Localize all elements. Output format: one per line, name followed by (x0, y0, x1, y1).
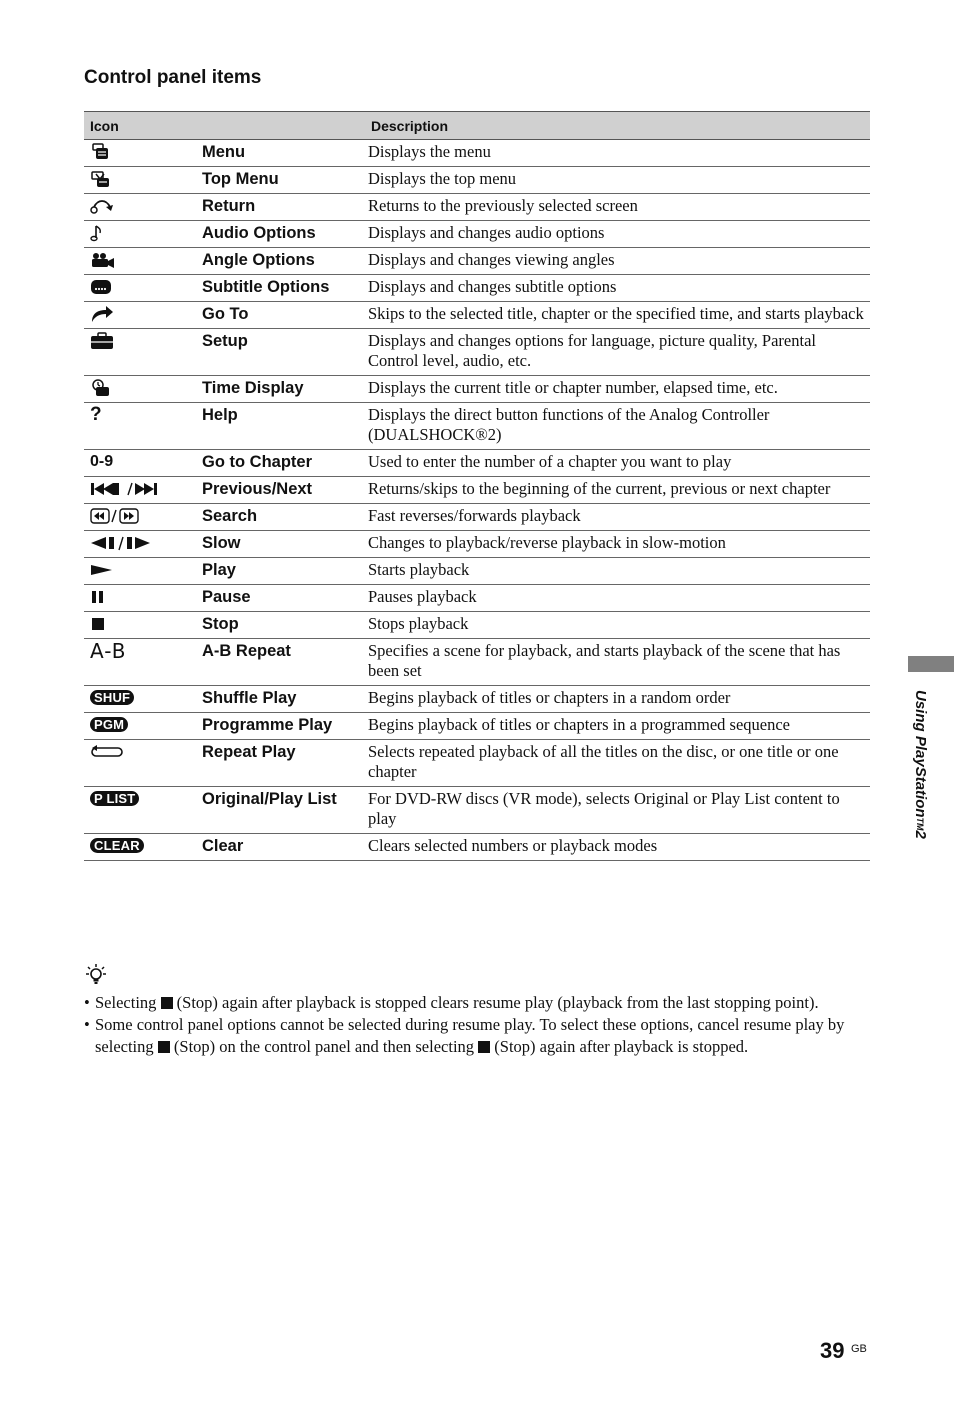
section-side-label (912, 690, 929, 839)
item-description: Skips to the selected title, chapter or the specified time, and starts playback (365, 302, 870, 329)
item-name: Help (196, 403, 365, 450)
item-name: Go To (196, 302, 365, 329)
page-region-code: GB (851, 1343, 867, 1355)
table-row (84, 612, 870, 639)
section-title: Control panel items (84, 67, 262, 88)
table-row (84, 403, 870, 450)
item-name: A-B Repeat (196, 639, 365, 686)
table-row (84, 834, 870, 861)
help-icon: ? (84, 403, 196, 450)
a-b-repeat-icon: A-B (90, 639, 127, 663)
item-description: Changes to playback/reverse playback in slow-motion (365, 531, 870, 558)
angle-options-icon (90, 251, 116, 269)
table-row (84, 450, 870, 477)
hint-text: Selecting (95, 993, 157, 1012)
item-description: Displays the menu (365, 140, 870, 167)
item-name: Go to Chapter (196, 450, 365, 477)
item-description: Specifies a scene for playback, and starts playback of the scene that has been set (365, 639, 870, 686)
hint-text: (Stop) on the control panel and then selecting (173, 1037, 475, 1056)
stop-icon (90, 616, 106, 632)
pause-icon (90, 589, 106, 605)
previous-next-icon (90, 481, 166, 497)
item-name: Angle Options (196, 248, 365, 275)
item-name: Repeat Play (196, 740, 365, 787)
item-description: Fast reverses/forwards playback (365, 504, 870, 531)
go-to-icon (90, 305, 114, 323)
menu-icon (90, 143, 112, 161)
table-row (84, 740, 870, 787)
control-panel-table (84, 111, 870, 861)
item-description: For DVD-RW discs (VR mode), selects Original or Play List content to play (365, 787, 870, 834)
side-label-text: Using PlayStation (912, 690, 929, 818)
table-row (84, 302, 870, 329)
play-icon (90, 562, 114, 578)
slow-icon (90, 535, 156, 551)
header-description: Description (365, 112, 870, 140)
bullet: • (84, 993, 90, 1012)
table-row (84, 686, 870, 713)
audio-options-icon (90, 224, 106, 242)
item-description: Selects repeated playback of all the titles on the disc, or one title or one chapter (365, 740, 870, 787)
item-description: Clears selected numbers or playback modes (365, 834, 870, 861)
table-row (84, 558, 870, 585)
page-number: 39 (820, 1338, 845, 1363)
item-description: Returns/skips to the beginning of the current, previous or next chapter (365, 477, 870, 504)
table-row (84, 221, 870, 248)
time-display-icon (90, 379, 112, 397)
table-row (84, 639, 870, 686)
table-row (84, 140, 870, 167)
setup-icon (90, 332, 114, 350)
play-list-icon: P LIST (90, 791, 139, 806)
item-name: Return (196, 194, 365, 221)
table-row (84, 477, 870, 504)
item-description: Starts playback (365, 558, 870, 585)
item-description: Displays the current title or chapter number, elapsed time, etc. (365, 376, 870, 403)
table-row (84, 376, 870, 403)
hint-lightbulb-icon (86, 963, 874, 990)
subtitle-options-icon (90, 278, 112, 296)
item-name: Play (196, 558, 365, 585)
hint-item (84, 1014, 874, 1058)
table-header-row (84, 112, 870, 140)
programme-icon: PGM (90, 717, 128, 732)
item-name: Original/Play List (196, 787, 365, 834)
stop-icon (478, 1041, 490, 1053)
item-description: Stops playback (365, 612, 870, 639)
item-name: Pause (196, 585, 365, 612)
clear-icon: CLEAR (90, 838, 144, 853)
item-name: Subtitle Options (196, 275, 365, 302)
item-description: Used to enter the number of a chapter you want to play (365, 450, 870, 477)
item-name: Menu (196, 140, 365, 167)
table-row (84, 787, 870, 834)
item-description: Displays and changes audio options (365, 221, 870, 248)
hint-text: Some control panel options cannot be selected during resume play. To select these options, cancel resume play by selecting (95, 1015, 845, 1056)
hint-item (84, 992, 874, 1014)
header-icon: Icon (84, 112, 365, 140)
side-label-suffix: 2 (912, 830, 929, 839)
side-label-tm: TM (915, 817, 925, 831)
table-row (84, 585, 870, 612)
item-description: Returns to the previously selected screen (365, 194, 870, 221)
item-name: Setup (196, 329, 365, 376)
item-name: Search (196, 504, 365, 531)
item-name: Shuffle Play (196, 686, 365, 713)
item-description: Displays and changes viewing angles (365, 248, 870, 275)
item-description: Displays the top menu (365, 167, 870, 194)
bullet: • (84, 1015, 90, 1034)
item-description: Pauses playback (365, 585, 870, 612)
item-description: Displays and changes options for language, picture quality, Parental Control level, audio, etc. (365, 329, 870, 376)
item-name: Slow (196, 531, 365, 558)
item-description: Displays the direct button functions of the Analog Controller (DUALSHOCK®2) (365, 403, 870, 450)
hint-section (84, 963, 874, 1058)
item-name: Audio Options (196, 221, 365, 248)
number-keys-label: 0-9 (84, 450, 196, 477)
table-row (84, 194, 870, 221)
item-name: Top Menu (196, 167, 365, 194)
item-name: Stop (196, 612, 365, 639)
table-row (84, 329, 870, 376)
table-row (84, 713, 870, 740)
table-row (84, 275, 870, 302)
hint-text: (Stop) again after playback is stopped clears resume play (playback from the last stopping point). (176, 993, 819, 1012)
item-name: Programme Play (196, 713, 365, 740)
table-row (84, 531, 870, 558)
item-name: Clear (196, 834, 365, 861)
table-row (84, 167, 870, 194)
item-description: Begins playback of titles or chapters in a programmed sequence (365, 713, 870, 740)
repeat-icon (90, 744, 124, 760)
hint-list (84, 992, 874, 1058)
section-tab-marker (908, 656, 954, 672)
item-description: Begins playback of titles or chapters in a random order (365, 686, 870, 713)
search-icon (90, 507, 146, 525)
stop-icon (158, 1041, 170, 1053)
stop-icon (161, 997, 173, 1009)
item-name: Previous/Next (196, 477, 365, 504)
table-row (84, 504, 870, 531)
item-name: Time Display (196, 376, 365, 403)
shuffle-icon: SHUF (90, 690, 134, 705)
hint-text: (Stop) again after playback is stopped. (494, 1037, 749, 1056)
return-icon (90, 198, 116, 214)
top-menu-icon (90, 170, 112, 188)
item-description: Displays and changes subtitle options (365, 275, 870, 302)
table-row (84, 248, 870, 275)
